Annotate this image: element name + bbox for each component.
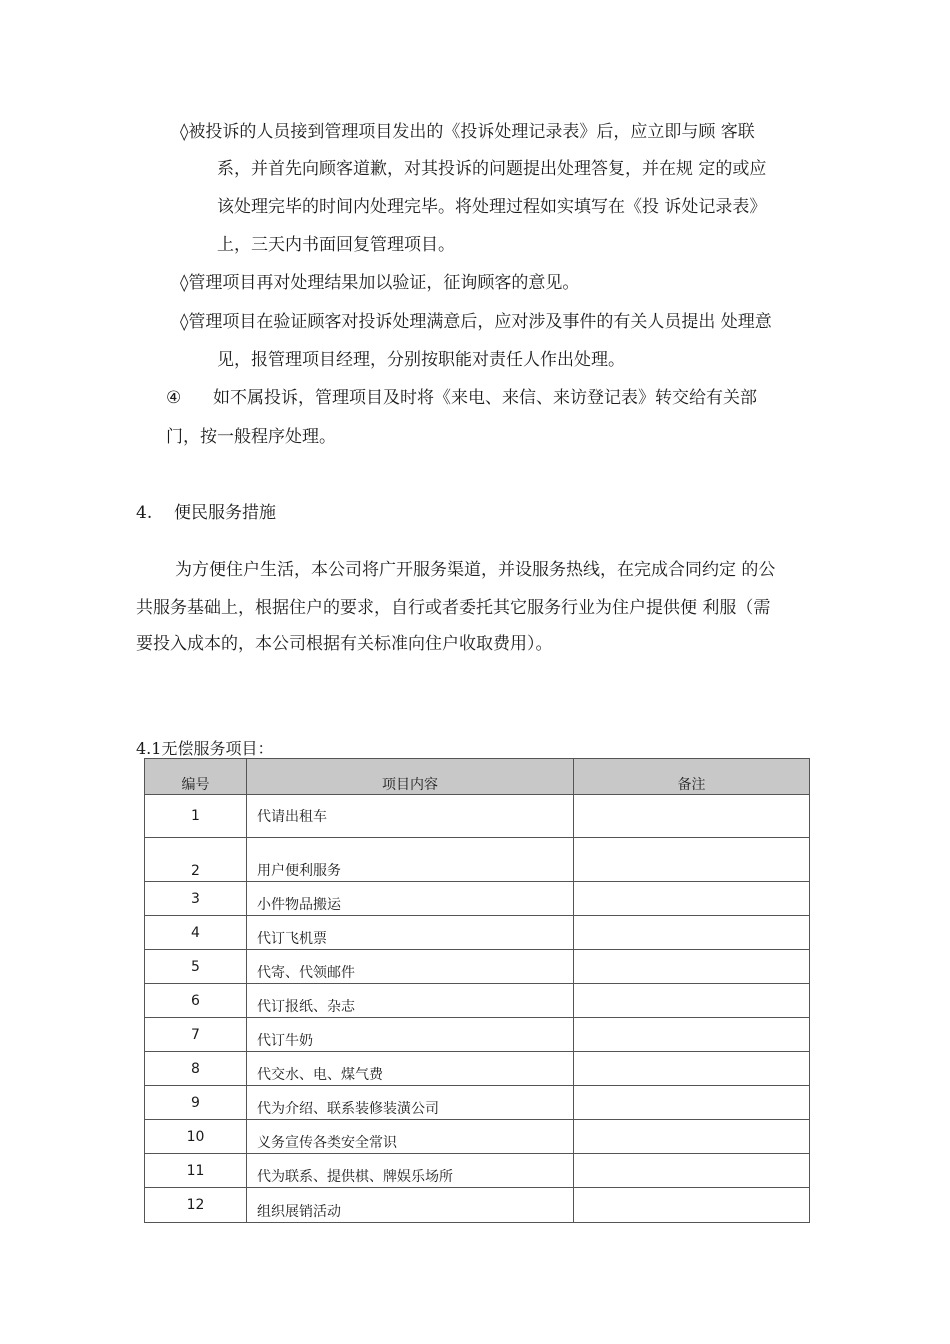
para4-line2: 门，按一般程序处理。 xyxy=(166,427,336,447)
header-number: 编号 xyxy=(145,759,247,795)
row-note xyxy=(574,1052,810,1086)
section4-body-line2: 共服务基础上，根据住户的要求，自行或者委托其它服务行业为住户提供便 利服（需 xyxy=(136,598,771,618)
row-note xyxy=(574,838,810,882)
row-number: 3 xyxy=(145,882,247,916)
service-table xyxy=(144,758,810,1223)
row-number: 11 xyxy=(145,1154,247,1188)
row-note xyxy=(574,795,810,838)
para1-line4: 上，三天内书面回复管理项目。 xyxy=(217,235,455,255)
table-row xyxy=(145,1120,810,1154)
row-item: 义务宣传各类安全常识 xyxy=(247,1120,574,1154)
row-number: 10 xyxy=(145,1120,247,1154)
row-note xyxy=(574,984,810,1018)
row-item: 代交水、电、煤气费 xyxy=(247,1052,574,1086)
row-item: 代订飞机票 xyxy=(247,916,574,950)
row-note xyxy=(574,950,810,984)
row-item: 代为联系、提供棋、牌娱乐场所 xyxy=(247,1154,574,1188)
para4-marker: ④ xyxy=(166,388,182,408)
para1-line1: ◊被投诉的人员接到管理项目发出的《投诉处理记录表》后，应立即与顾 客联 xyxy=(180,122,755,142)
para1-line2: 系，并首先向顾客道歉，对其投诉的问题提出处理答复，并在规 定的或应 xyxy=(217,159,767,179)
table-row xyxy=(145,1018,810,1052)
row-item: 组织展销活动 xyxy=(247,1188,574,1223)
row-item: 代订牛奶 xyxy=(247,1018,574,1052)
row-note xyxy=(574,916,810,950)
header-item: 项目内容 xyxy=(247,759,574,795)
row-item: 代订报纸、杂志 xyxy=(247,984,574,1018)
section4-body-line3: 要投入成本的，本公司根据有关标准向住户收取费用）。 xyxy=(136,634,553,654)
row-item: 代寄、代领邮件 xyxy=(247,950,574,984)
row-number: 2 xyxy=(145,838,247,882)
para4-line1: 如不属投诉，管理项目及时将《来电、来信、来访登记表》转交给有关部 xyxy=(213,388,757,408)
table-row xyxy=(145,1086,810,1120)
section4-title: 便民服务措施 xyxy=(174,503,276,523)
table-row xyxy=(145,795,810,838)
table-row xyxy=(145,950,810,984)
row-note xyxy=(574,1018,810,1052)
table-header-row xyxy=(145,759,810,795)
para2-line1: ◊管理项目再对处理结果加以验证，征询顾客的意见。 xyxy=(180,273,580,293)
row-item: 用户便利服务 xyxy=(247,838,574,882)
section41-title: 4.1无偿服务项目： xyxy=(136,739,274,758)
row-number: 1 xyxy=(145,795,247,838)
para1-line3: 该处理完毕的时间内处理完毕。将处理过程如实填写在《投 诉处记录表》 xyxy=(217,197,767,217)
table-row xyxy=(145,1188,810,1223)
table-row xyxy=(145,838,810,882)
table-row xyxy=(145,984,810,1018)
section4-body-line1: 为方便住户生活，本公司将广开服务渠道，并设服务热线，在完成合同约定 的公 xyxy=(175,560,776,580)
table-row xyxy=(145,1052,810,1086)
row-number: 7 xyxy=(145,1018,247,1052)
table-row xyxy=(145,916,810,950)
row-number: 8 xyxy=(145,1052,247,1086)
row-number: 6 xyxy=(145,984,247,1018)
row-note xyxy=(574,1086,810,1120)
para3-line2: 见，报管理项目经理，分别按职能对责任人作出处理。 xyxy=(217,350,625,370)
row-item: 小件物品搬运 xyxy=(247,882,574,916)
header-note: 备注 xyxy=(574,759,810,795)
row-item: 代为介绍、联系装修装潢公司 xyxy=(247,1086,574,1120)
row-number: 12 xyxy=(145,1188,247,1223)
row-item: 代请出租车 xyxy=(247,795,574,838)
row-number: 4 xyxy=(145,916,247,950)
row-note xyxy=(574,1154,810,1188)
table-row xyxy=(145,1154,810,1188)
row-note xyxy=(574,1120,810,1154)
row-note xyxy=(574,882,810,916)
para3-line1: ◊管理项目在验证顾客对投诉处理满意后，应对涉及事件的有关人员提出 处理意 xyxy=(180,312,772,332)
row-number: 5 xyxy=(145,950,247,984)
section4-number: 4. xyxy=(136,503,153,523)
row-note xyxy=(574,1188,810,1223)
row-number: 9 xyxy=(145,1086,247,1120)
table-row xyxy=(145,882,810,916)
